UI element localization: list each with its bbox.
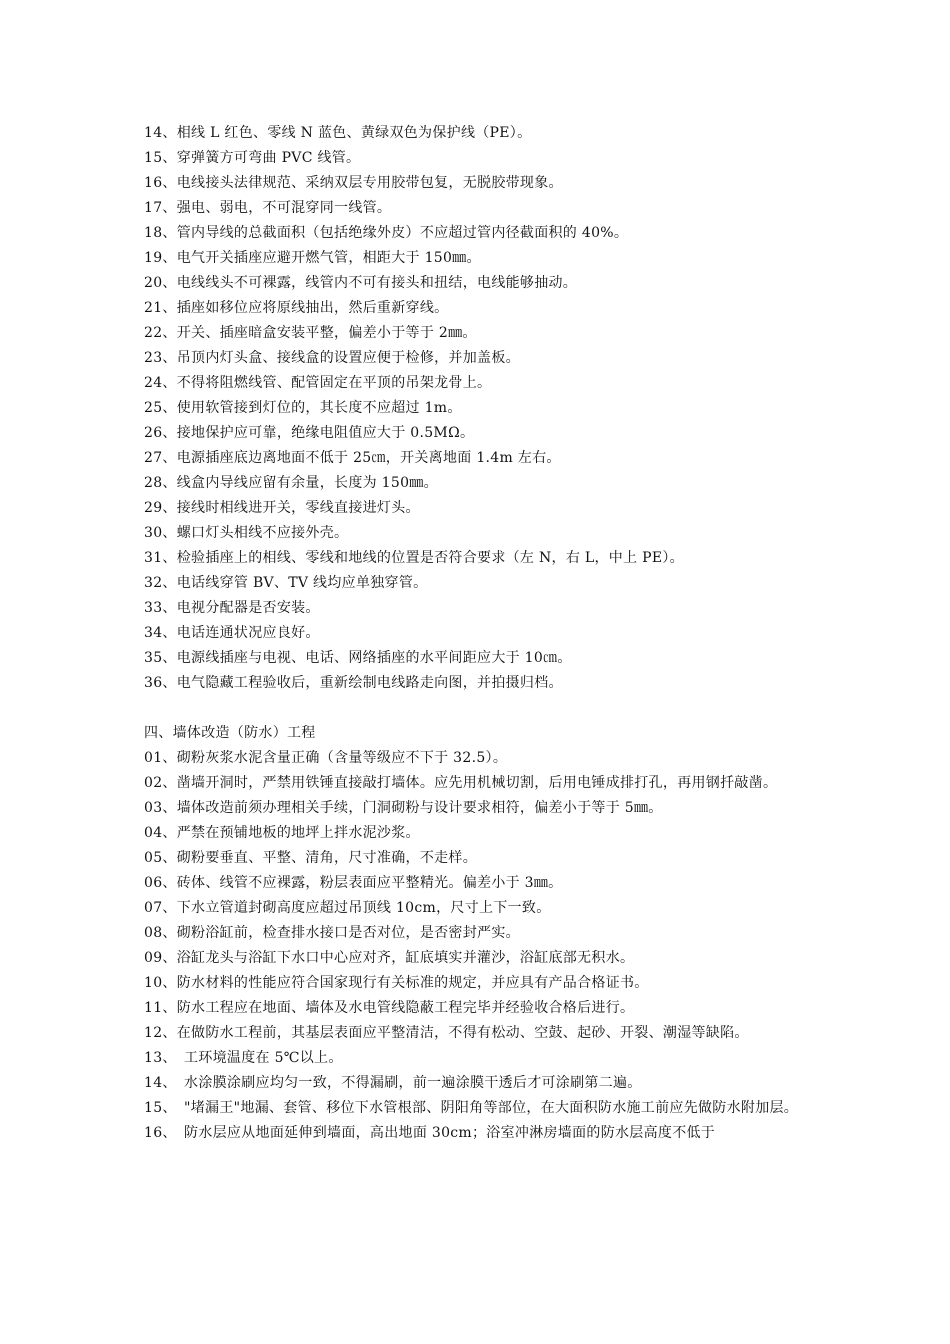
list-item: 11、防水工程应在地面、墙体及水电管线隐蔽工程完毕并经验收合格后进行。: [144, 1000, 635, 1016]
list-item: 17、强电、弱电，不可混穿同一线管。: [144, 200, 392, 216]
paragraph-gap: [144, 696, 812, 721]
list-item: 15、穿弹簧方可弯曲 PVC 线管。: [144, 150, 361, 166]
list-item: 36、电气隐藏工程验收后，重新绘制电线路走向图，并拍摄归档。: [144, 675, 563, 691]
list-item: 24、不得将阻燃线管、配管固定在平顶的吊架龙骨上。: [144, 375, 492, 391]
list-item: 34、电话连通状况应良好。: [144, 625, 320, 641]
list-item: 02、凿墙开洞时，严禁用铁锤直接敲打墙体。应先用机械切割，后用电锤成排打孔，再用钢扦敲凿。: [144, 775, 778, 791]
list-item: 14、相线 L 红色、零线 N 蓝色、黄绿双色为保护线（PE）。: [144, 125, 532, 141]
list-item: 27、电源插座底边离地面不低于 25㎝，开关离地面 1.4m 左右。: [144, 450, 561, 466]
list-item: 25、使用软管接到灯位的，其长度不应超过 1m。: [144, 400, 462, 416]
section-heading: 四、墙体改造（防水）工程: [144, 725, 316, 741]
list-item: 01、砌粉灰浆水泥含量正确（含量等级应不下于 32.5）。: [144, 750, 508, 766]
list-item: 32、电话线穿管 BV、TV 线均应单独穿管。: [144, 575, 428, 591]
list-item: 14、 水涂膜涂刷应均匀一致，不得漏刷，前一遍涂膜干透后才可涂刷第二遍。: [144, 1075, 642, 1091]
list-item: 15、 "堵漏王"地漏、套管、移位下水管根部、阴阳角等部位，在大面积防水施工前应先做防水附加层。: [144, 1100, 799, 1116]
list-item: 16、 防水层应从地面延伸到墙面，高出地面 30cm；浴室冲淋房墙面的防水层高度不低于: [144, 1125, 716, 1141]
list-item: 23、吊顶内灯头盒、接线盒的设置应便于检修，并加盖板。: [144, 350, 520, 366]
list-item: 04、严禁在预铺地板的地坪上拌水泥沙浆。: [144, 825, 420, 841]
list-item: 12、在做防水工程前，其基层表面应平整清洁，不得有松动、空鼓、起砂、开裂、潮湿等缺陷。: [144, 1025, 749, 1041]
list-item: 03、墙体改造前须办理相关手续，门洞砌粉与设计要求相符，偏差小于等于 5㎜。: [144, 800, 663, 816]
list-item: 22、开关、插座暗盒安装平整，偏差小于等于 2㎜。: [144, 325, 477, 341]
list-item: 29、接线时相线进开关，零线直接进灯头。: [144, 500, 420, 516]
list-item: 28、线盒内导线应留有余量，长度为 150㎜。: [144, 475, 438, 491]
list-item: 18、管内导线的总截面积（包括绝缘外皮）不应超过管内径截面积的 40%。: [144, 225, 629, 241]
list-item: 06、砖体、线管不应裸露，粉层表面应平整精光。偏差小于 3㎜。: [144, 875, 563, 891]
list-item: 35、电源线插座与电视、电话、网络插座的水平间距应大于 10㎝。: [144, 650, 572, 666]
list-item: 07、下水立管道封砌高度应超过吊顶线 10cm，尺寸上下一致。: [144, 900, 551, 916]
electrical-items-list: [144, 121, 812, 696]
list-item: 08、砌粉浴缸前，检查排水接口是否对位，是否密封严实。: [144, 925, 520, 941]
list-item: 16、电线接头法律规范、采纳双层专用胶带包复，无脱胶带现象。: [144, 175, 563, 191]
wall-waterproof-items-list: [144, 746, 812, 1146]
list-item: 21、插座如移位应将原线抽出，然后重新穿线。: [144, 300, 449, 316]
list-item: 19、电气开关插座应避开燃气管，相距大于 150㎜。: [144, 250, 481, 266]
list-item: 10、防水材料的性能应符合国家现行有关标准的规定，并应具有产品合格证书。: [144, 975, 649, 991]
list-item: 31、检验插座上的相线、零线和地线的位置是否符合要求（左 N，右 L，中上 PE）。: [144, 550, 684, 566]
list-item: 13、 工环境温度在 5℃以上。: [144, 1050, 343, 1066]
list-item: 26、接地保护应可靠，绝缘电阻值应大于 0.5MΩ。: [144, 425, 475, 441]
list-item: 05、砌粉要垂直、平整、清角，尺寸准确，不走样。: [144, 850, 478, 866]
list-item: 09、浴缸龙头与浴缸下水口中心应对齐，缸底填实并灌沙，浴缸底部无积水。: [144, 950, 635, 966]
document-page: [144, 121, 812, 1146]
list-item: 33、电视分配器是否安装。: [144, 600, 320, 616]
list-item: 20、电线线头不可裸露，线管内不可有接头和扭结，电线能够抽动。: [144, 275, 578, 291]
list-item: 30、螺口灯头相线不应接外壳。: [144, 525, 349, 541]
